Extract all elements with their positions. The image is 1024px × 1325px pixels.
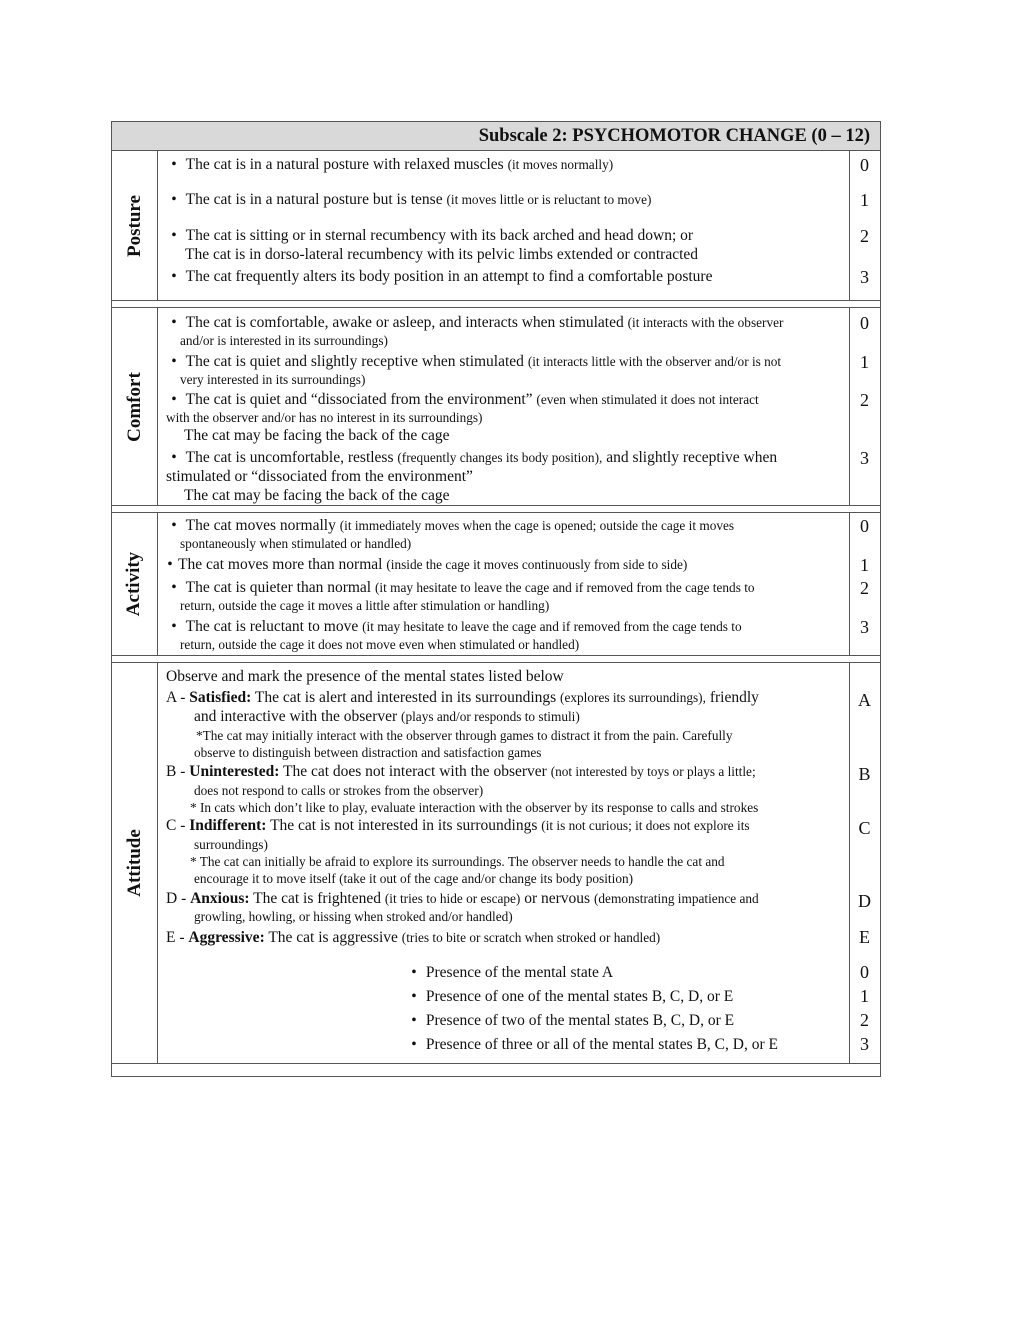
- mental-state-c: C - Indifferent: The cat is not interested in its surroundings (it is not curious; it does not explore its: [166, 817, 750, 834]
- section-comfort: [111, 308, 881, 505]
- mental-state-a-continuation: and interactive with the observer (plays and/or responds to stimuli): [194, 708, 580, 725]
- list-item-continuation: spontaneously when stimulated or handled): [180, 536, 412, 551]
- list-item-continuation: return, outside the cage it moves a little after stimulation or handling): [180, 598, 550, 613]
- score-value: B: [858, 764, 871, 784]
- list-item: • The cat is quiet and “dissociated from the environment” (even when stimulated it does not interact: [171, 391, 759, 408]
- table-title: Subscale 2: PSYCHOMOTOR CHANGE (0 – 12): [478, 125, 870, 146]
- score-value: 1: [860, 352, 869, 372]
- list-item: • The cat is in a natural posture with relaxed muscles (it moves normally): [171, 156, 614, 173]
- score-value: 2: [860, 1010, 869, 1030]
- mental-state-b: B - Uninterested: The cat does not interact with the observer (not interested by toys or plays a little;: [166, 763, 756, 780]
- score-value: 1: [860, 555, 869, 575]
- table-header: [111, 121, 881, 151]
- list-item: • The cat is quieter than normal (it may hesitate to leave the cage and if removed from the cage tends to: [171, 579, 755, 596]
- list-item-continuation: very interested in its surroundings): [180, 372, 366, 387]
- mental-state-a-note: *The cat may initially interact with the observer through games to distract it from the pain. Carefully: [196, 728, 733, 743]
- list-item: • The cat is in a natural posture but is tense (it moves little or is reluctant to move): [171, 191, 652, 208]
- mental-state-e: E - Aggressive: The cat is aggressive (tries to bite or scratch when stroked or handled): [166, 929, 661, 946]
- score-column-activity: [849, 513, 880, 655]
- attitude-intro: Observe and mark the presence of the mental states listed below: [166, 668, 564, 685]
- list-item-continuation: The cat is in dorso-lateral recumbency with its pelvic limbs extended or contracted: [185, 246, 699, 263]
- list-item-continuation: return, outside the cage it does not move even when stimulated or handled): [180, 637, 580, 652]
- score-value: D: [858, 891, 871, 911]
- section-divider: [111, 505, 881, 513]
- score-value: 1: [860, 986, 869, 1006]
- score-column-comfort: [849, 308, 880, 505]
- section-label-activity: Activity: [112, 513, 158, 655]
- list-item-continuation: with the observer and/or has no interest in its surroundings): [166, 410, 483, 425]
- score-value: 2: [860, 226, 869, 246]
- presence-item: • Presence of the mental state A: [411, 964, 614, 981]
- mental-state-a-note: observe to distinguish between distraction and satisfaction games: [194, 745, 542, 760]
- score-value: 3: [860, 1034, 869, 1054]
- presence-item: • Presence of three or all of the mental states B, C, D, or E: [411, 1036, 778, 1053]
- section-body-activity: [158, 513, 849, 655]
- list-item-extra: The cat may be facing the back of the cage: [184, 487, 450, 504]
- score-value: 3: [860, 617, 869, 637]
- score-value: 1: [860, 190, 869, 210]
- section-divider: [111, 655, 881, 663]
- score-column-posture: [849, 151, 880, 300]
- section-body-posture: [158, 151, 849, 300]
- section-body-attitude: [158, 663, 849, 1063]
- list-item-extra: The cat may be facing the back of the cage: [184, 427, 450, 444]
- score-value: E: [859, 927, 870, 947]
- score-value: 2: [860, 578, 869, 598]
- score-value: 0: [860, 313, 869, 333]
- mental-state-d-continuation: growling, howling, or hissing when stroked and/or handled): [194, 909, 513, 924]
- score-value: 0: [860, 155, 869, 175]
- list-item: • The cat frequently alters its body position in an attempt to find a comfortable posture: [171, 268, 713, 285]
- score-value: A: [858, 690, 871, 710]
- list-item: • The cat is quiet and slightly receptive when stimulated (it interacts little with the observer and/or is not: [171, 353, 782, 370]
- psychomotor-table: [111, 121, 881, 1077]
- table-bottom-border: [111, 1063, 881, 1077]
- score-column-attitude: [849, 663, 880, 1063]
- list-item: • The cat moves more than normal (inside the cage it moves continuously from side to side): [167, 556, 688, 573]
- list-item: • The cat is uncomfortable, restless (frequently changes its body position), and slightly receptive when: [171, 449, 778, 466]
- score-value: 2: [860, 390, 869, 410]
- score-value: 3: [860, 448, 869, 468]
- mental-state-b-continuation: does not respond to calls or strokes from the observer): [194, 783, 484, 798]
- section-label-attitude: Attitude: [112, 663, 158, 1063]
- section-posture: [111, 151, 881, 300]
- score-value: 0: [860, 962, 869, 982]
- section-attitude: [111, 663, 881, 1063]
- list-item: • The cat is sitting or in sternal recumbency with its back arched and head down; or: [171, 227, 694, 244]
- section-label-posture: Posture: [112, 151, 158, 300]
- score-value: 0: [860, 516, 869, 536]
- mental-state-c-note: * The cat can initially be afraid to explore its surroundings. The observer needs to handle the cat and: [190, 854, 725, 869]
- mental-state-c-continuation: surroundings): [194, 837, 268, 852]
- score-value: 3: [860, 267, 869, 287]
- section-activity: [111, 513, 881, 655]
- section-divider: [111, 300, 881, 308]
- section-body-comfort: [158, 308, 849, 505]
- mental-state-a: A - Satisfied: The cat is alert and interested in its surroundings (explores its surroundings), friendly: [166, 689, 759, 706]
- mental-state-d: D - Anxious: The cat is frightened (it tries to hide or escape) or nervous (demonstrating impatience and: [166, 890, 759, 907]
- list-item-continuation: and/or is interested in its surroundings): [180, 333, 388, 348]
- list-item: • The cat moves normally (it immediately moves when the cage is opened; outside the cage it moves: [171, 517, 735, 534]
- section-label-comfort: Comfort: [112, 308, 158, 505]
- list-item: • The cat is reluctant to move (it may hesitate to leave the cage and if removed from the cage tends to: [171, 618, 742, 635]
- mental-state-c-note: encourage it to move itself (take it out of the cage and/or change its body position): [194, 871, 634, 886]
- score-value: C: [858, 818, 871, 838]
- list-item: • The cat is comfortable, awake or asleep, and interacts when stimulated (it interacts with the observer: [171, 314, 784, 331]
- presence-item: • Presence of one of the mental states B, C, D, or E: [411, 988, 734, 1005]
- list-item-continuation: stimulated or “dissociated from the environment”: [166, 468, 473, 485]
- mental-state-b-note: * In cats which don’t like to play, evaluate interaction with the observer by its response to calls and strokes: [190, 800, 759, 815]
- presence-item: • Presence of two of the mental states B, C, D, or E: [411, 1012, 735, 1029]
